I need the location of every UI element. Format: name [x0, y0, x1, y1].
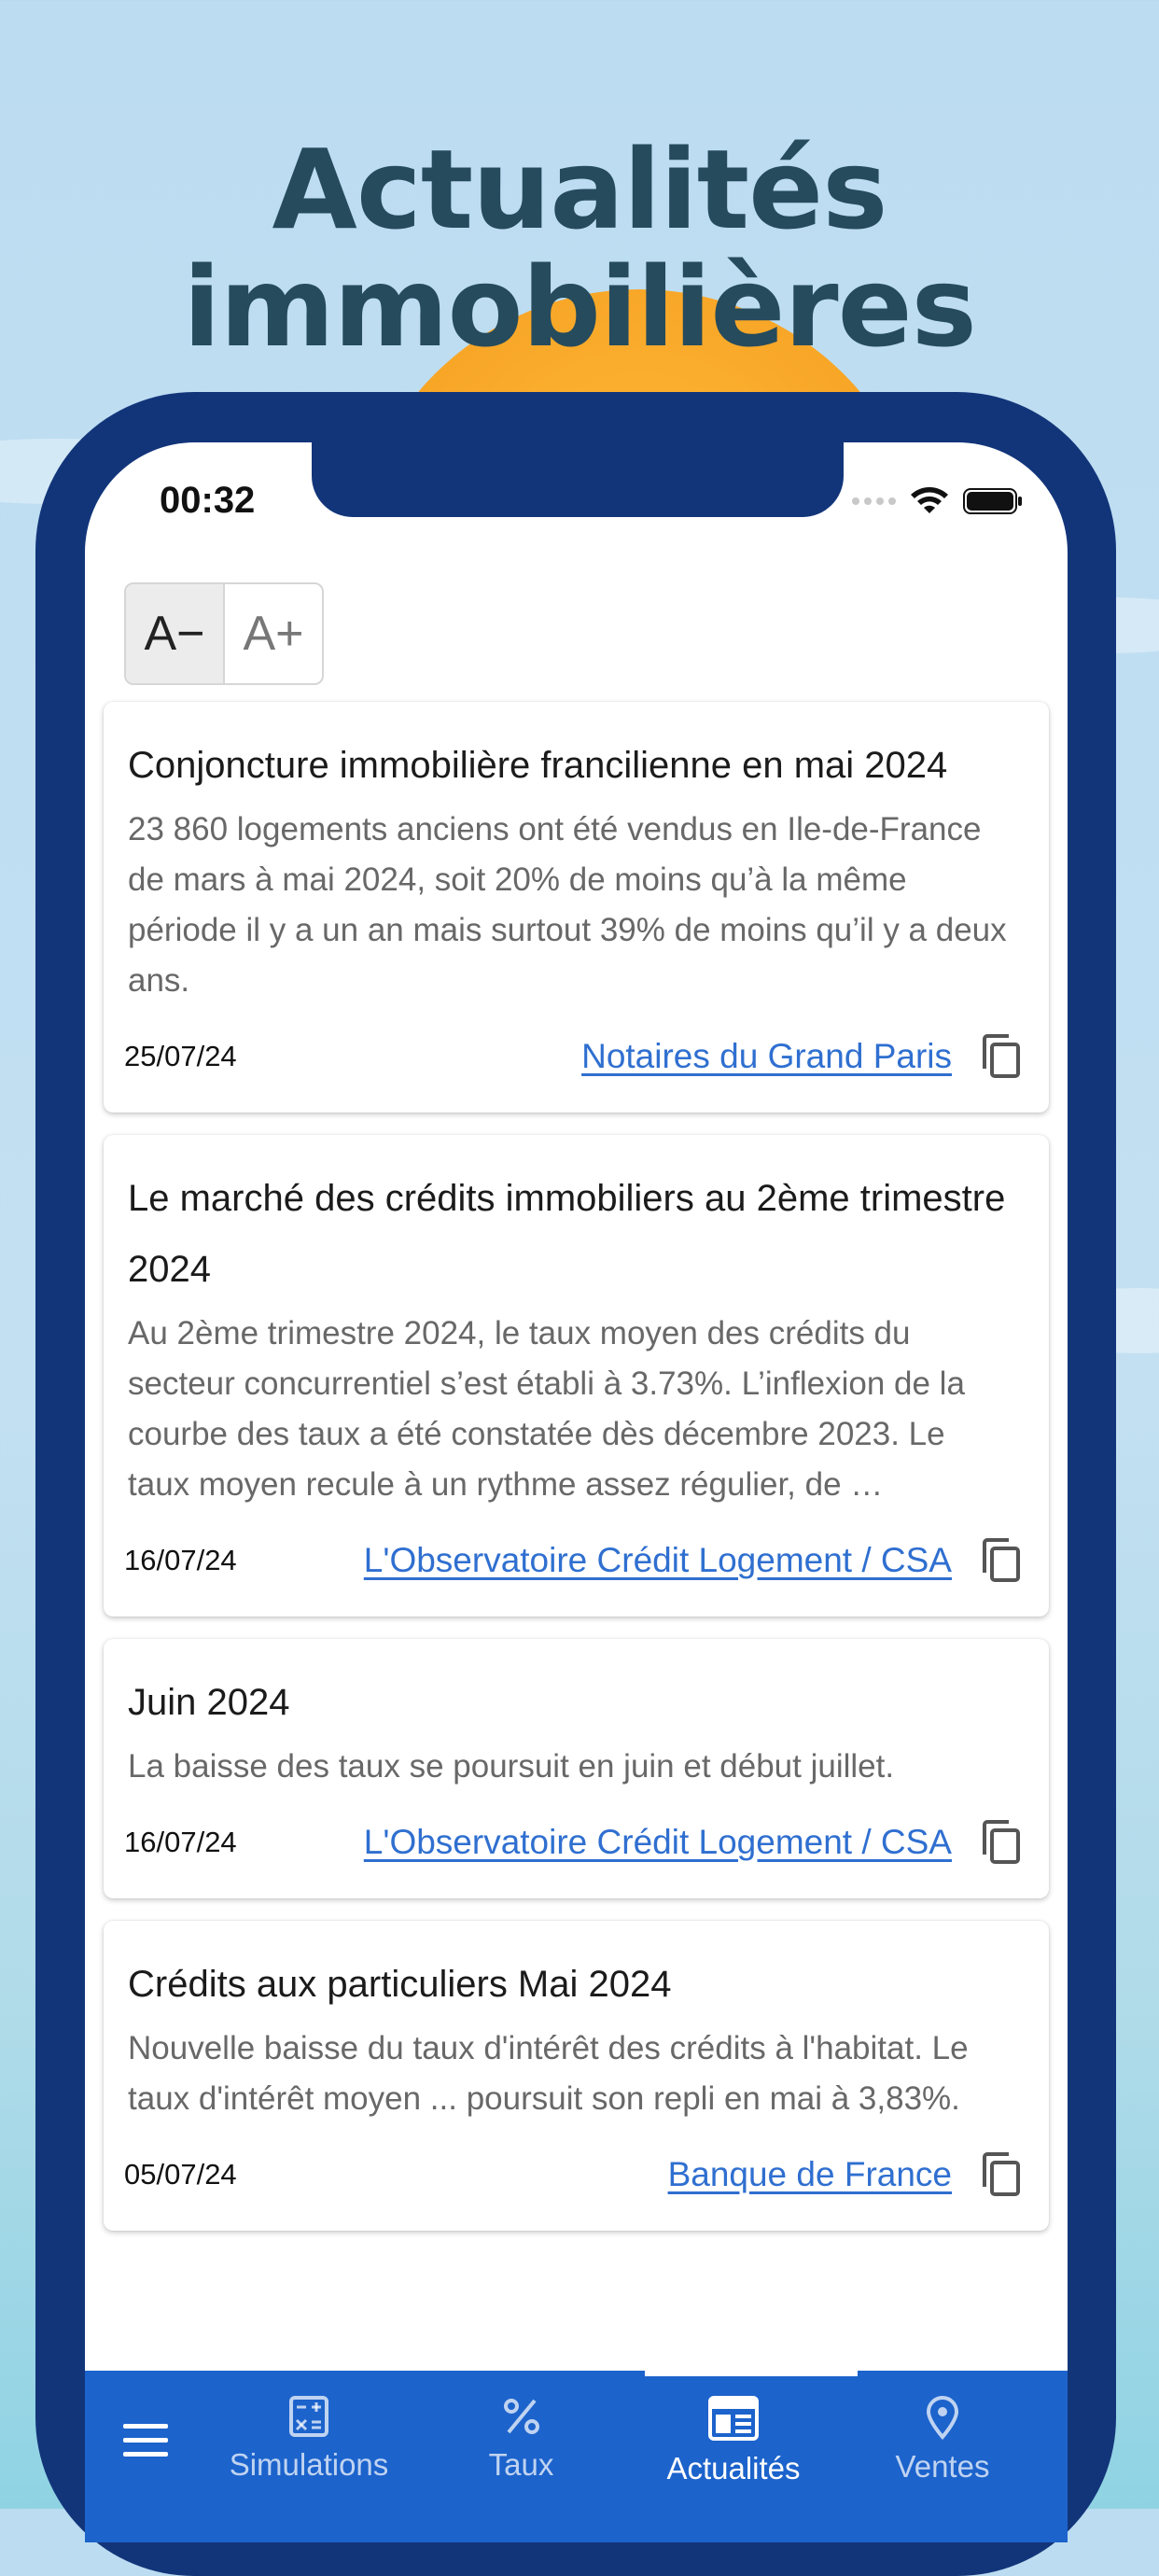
bottom-tab-bar	[85, 2371, 1068, 2542]
news-list	[104, 702, 1049, 2253]
tab-taux[interactable]	[412, 2371, 631, 2483]
tab-label: Simulations	[229, 2447, 389, 2482]
news-source-link[interactable]: Notaires du Grand Paris	[581, 1037, 952, 1075]
status-icons	[852, 485, 1023, 517]
cellular-signal-icon	[852, 497, 896, 505]
copy-icon[interactable]	[978, 1817, 1025, 1868]
tab-actualites[interactable]	[631, 2371, 836, 2486]
copy-icon[interactable]	[978, 1031, 1025, 1082]
news-card[interactable]	[104, 1639, 1049, 1898]
copy-icon[interactable]	[978, 1535, 1025, 1586]
news-summary: Au 2ème trimestre 2024, le taux moyen des crédits du secteur concurrentiel s’est établi à 3.73%. L’inflexion de la courbe des taux a été constatée dès décembre 2023. Le taux moyen recule à un rythme assez régulier, de …	[128, 1315, 965, 1503]
tab-label: Ventes	[895, 2449, 990, 2484]
news-summary: 23 860 logements anciens ont été vendus en Ile-de-France de mars à mai 2024, soit 20% de moins qu’à la même période il y a un an mais surtout 39% de moins qu’il y a deux ans.	[128, 811, 1007, 999]
phone-screen	[85, 442, 1068, 2542]
news-summary: La baisse des taux se poursuit en juin et début juillet.	[128, 1748, 895, 1785]
news-card[interactable]	[104, 702, 1049, 1113]
menu-button[interactable]	[85, 2371, 206, 2458]
news-source-link[interactable]: L'Observatoire Crédit Logement / CSA	[363, 1541, 952, 1579]
battery-icon	[963, 486, 1023, 516]
promo-headline-line2: immobilières	[183, 243, 976, 371]
news-title: Juin 2024	[128, 1682, 290, 1723]
wifi-icon	[909, 485, 950, 517]
tab-label: Actualités	[666, 2451, 801, 2485]
news-footer	[124, 1533, 1025, 1589]
news-title: Conjoncture immobilière francilienne en mai 2024	[128, 745, 948, 786]
news-source-link[interactable]: Banque de France	[667, 2155, 952, 2193]
news-date: 05/07/24	[124, 2158, 237, 2191]
news-date: 16/07/24	[124, 1826, 237, 1858]
map-pin-icon	[924, 2395, 961, 2440]
active-tab-indicator	[645, 2371, 858, 2376]
hamburger-menu-icon	[121, 2421, 170, 2458]
percent-icon	[501, 2395, 542, 2438]
font-size-toggle	[124, 582, 324, 685]
news-title: Le marché des crédits immobiliers au 2ème trimestre 2024	[128, 1178, 1006, 1290]
news-footer	[124, 1814, 1025, 1870]
news-footer	[124, 1029, 1025, 1085]
news-summary: Nouvelle baisse du taux d'intérêt des crédits à l'habitat. Le taux d'intérêt moyen ... poursuit son repli en mai à 3,83%.	[128, 2030, 969, 2117]
increase-font-button[interactable]: A+	[243, 607, 304, 661]
status-time: 00:32	[160, 480, 256, 521]
newspaper-icon	[707, 2395, 760, 2442]
calculator-icon	[288, 2395, 329, 2438]
tab-ventes[interactable]	[836, 2371, 1049, 2485]
copy-icon[interactable]	[978, 2149, 1025, 2200]
tab-label: Taux	[488, 2447, 554, 2482]
tab-simulations[interactable]	[206, 2371, 412, 2483]
phone-notch	[312, 442, 844, 517]
news-footer	[124, 2147, 1025, 2203]
news-date: 25/07/24	[124, 1040, 237, 1072]
news-source-link[interactable]: L'Observatoire Crédit Logement / CSA	[363, 1823, 952, 1861]
promo-headline-line1: Actualités	[272, 125, 887, 254]
news-date: 16/07/24	[124, 1544, 237, 1576]
decrease-font-button[interactable]: A−	[126, 584, 225, 683]
news-title: Crédits aux particuliers Mai 2024	[128, 1964, 672, 2005]
promo-headline	[0, 125, 1159, 371]
news-card[interactable]	[104, 1921, 1049, 2231]
news-card[interactable]	[104, 1135, 1049, 1617]
